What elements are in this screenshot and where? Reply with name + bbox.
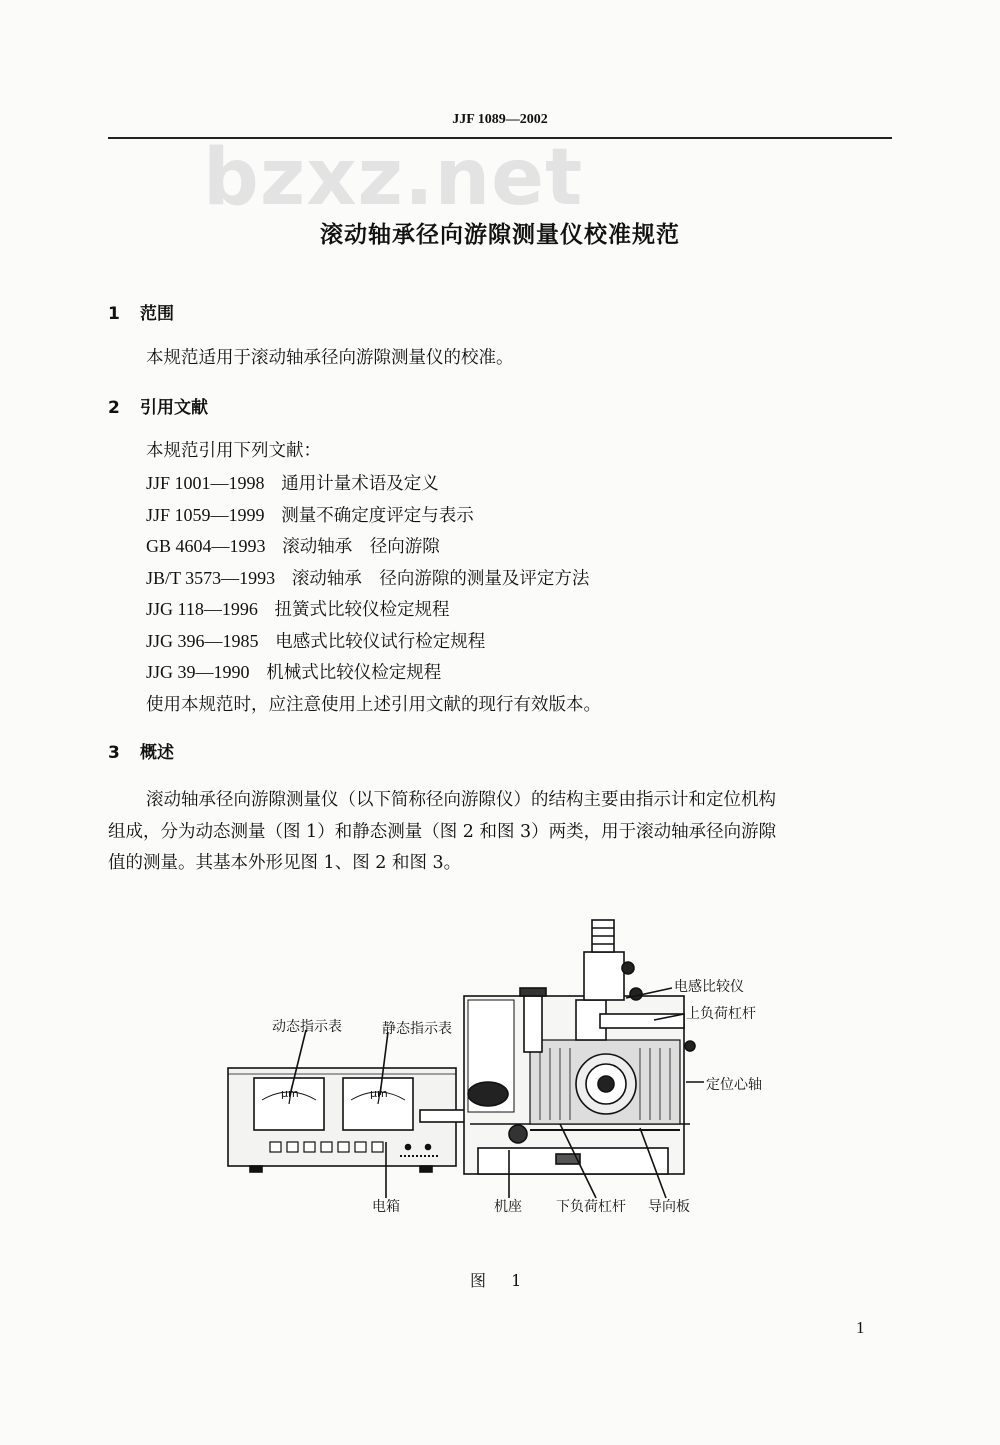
section-title: 引用文献 [140,398,208,418]
label-upper-lever: 上负荷杠杆 [686,1006,756,1022]
reference-name: 滚动轴承 径向游隙 [282,537,440,557]
reference-name: 机械式比较仪检定规程 [266,663,442,683]
figure-caption: 图 1 [470,1271,532,1290]
inductive-comparator [584,952,624,1000]
label-lower-lever: 下负荷杠杆 [556,1199,626,1215]
label-positioning-mandrel: 定位心轴 [706,1077,762,1093]
label-electric-box: 电箱 [372,1199,400,1215]
reference-code: JJG 39—1990 [146,662,250,682]
document-code-header: JJF 1089—2002 [452,112,548,127]
section-title: 范围 [140,304,174,324]
overview-line-3: 值的测量。其基本外形见图 1、图 2 和图 3。 [108,853,462,873]
overview-line-1: 滚动轴承径向游隙测量仪（以下简称径向游隙仪）的结构主要由指示计和定位机构 [146,790,776,810]
reference-code: JJG 118—1996 [146,599,258,619]
reference-code: JJG 396—1985 [146,631,259,651]
watermark: bzxz.net [203,133,584,223]
static-meter-unit: μm [370,1087,388,1100]
reference-code: GB 4604—1993 [146,536,266,556]
reference-code: JJF 1059—1999 [146,505,265,525]
motor-disk [468,1082,508,1106]
label-static-meter: 静态指示表 [382,1021,452,1037]
label-base: 机座 [494,1199,522,1215]
references-note: 使用本规范时，应注意使用上述引用文献的现行有效版本。 [146,695,601,715]
reference-name: 滚动轴承 径向游隙的测量及评定方法 [291,569,590,589]
scope-paragraph: 本规范适用于滚动轴承径向游隙测量仪的校准。 [146,348,514,368]
section-number: 3 [108,743,120,763]
reference-name: 测量不确定度评定与表示 [281,506,474,526]
knob [509,1125,527,1143]
overview-line-2: 组成，分为动态测量（图 1）和静态测量（图 2 和图 3）两类，用于滚动轴承径向游隙 [108,822,777,842]
section-number: 1 [108,304,120,324]
reference-name: 通用计量术语及定义 [281,474,439,494]
section-number: 2 [108,398,120,418]
label-inductive-comparator: 电感比较仪 [674,979,744,995]
section-title: 概述 [140,743,174,763]
reference-name: 电感式比较仪试行检定规程 [275,632,486,652]
label-guide-plate: 导向板 [648,1199,690,1215]
reference-code: JB/T 3573—1993 [146,568,276,588]
reference-code: JJF 1001—1998 [146,473,265,493]
document-title: 滚动轴承径向游隙测量仪校准规范 [320,222,680,248]
page-number: 1 [856,1318,865,1337]
references-intro: 本规范引用下列文献： [146,441,321,461]
label-dynamic-meter: 动态指示表 [272,1019,342,1035]
reference-name: 扭簧式比较仪检定规程 [274,600,450,620]
dynamic-meter-unit: μm [281,1087,299,1100]
